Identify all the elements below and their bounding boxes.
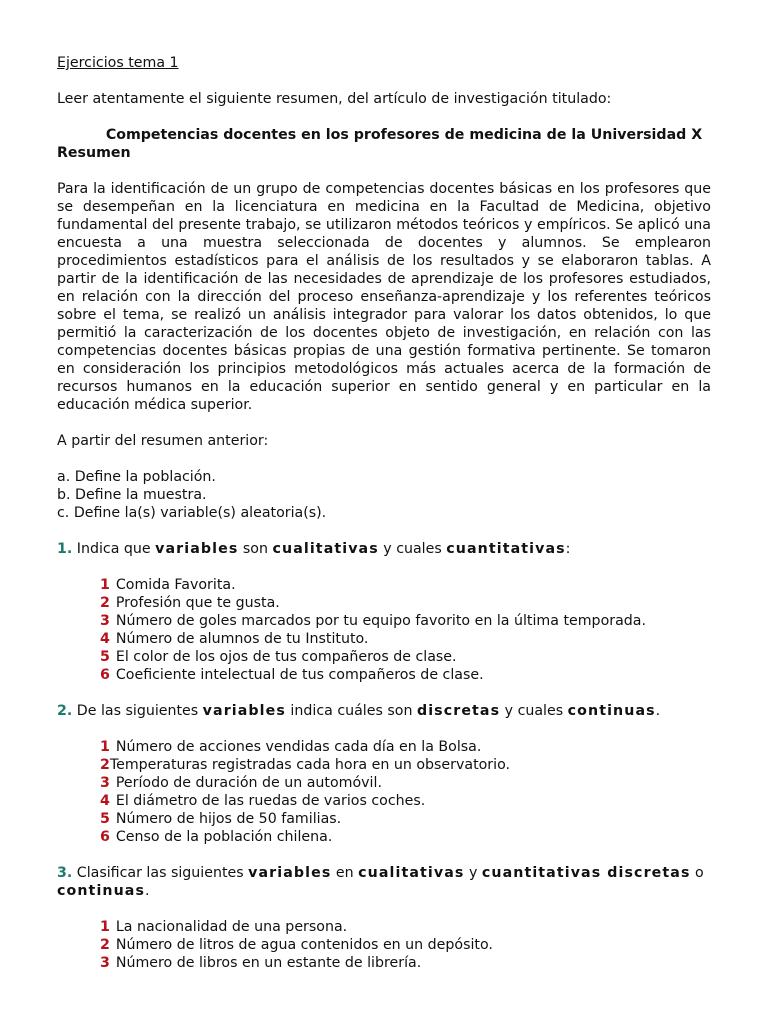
question-text: y: [464, 865, 482, 881]
list-item: a. Define la población.: [57, 469, 216, 485]
question-number: 3.: [57, 865, 73, 881]
list-item: [100, 810, 711, 828]
list-item: [100, 828, 711, 846]
item-number: 4: [100, 793, 110, 809]
list-item: [100, 630, 711, 648]
item-text: Comida Favorita.: [115, 577, 236, 593]
list-item: [100, 594, 711, 612]
question-text: .: [655, 703, 661, 719]
list-item: [100, 954, 711, 972]
question-text: Clasificar las siguientes: [76, 865, 249, 881]
item-text: Profesión que te gusta.: [115, 595, 280, 611]
article-title: Competencias docentes en los profesores de medicina de la Universidad X: [105, 127, 703, 143]
item-number: 6: [100, 667, 110, 683]
question-1-list: [100, 576, 711, 684]
list-item: [100, 666, 711, 684]
keyword: cualitativas: [358, 865, 465, 881]
keyword: continuas: [567, 703, 656, 719]
list-item: [100, 738, 711, 756]
item-number: 3: [100, 955, 110, 971]
item-number: 1: [100, 577, 110, 593]
list-item: [100, 936, 711, 954]
list-item: [100, 612, 711, 630]
item-text: La nacionalidad de una persona.: [115, 919, 348, 935]
list-item: [100, 648, 711, 666]
list-item: [100, 756, 711, 774]
item-text: Temperaturas registradas cada hora en un observatorio.: [109, 757, 511, 773]
question-text: y cuales: [500, 703, 568, 719]
list-item: [100, 576, 711, 594]
abstract-paragraph: Para la identificación de un grupo de competencias docentes básicas en los profesores que se desempeñan en la licenciatura en medicina en la Facultad de Medicina, objetivo fundamental del presente trabajo, se utilizaron métodos teóricos y empíricos. Se aplicó una encuesta a una muestra seleccionada de docentes y alumnos. Se emplearon procedimientos estadísticos para el análisis de los resultados y se elaboraron tablas. A partir de la identificación de las necesidades de aprendizaje de los profesores estudiados, en relación con la dirección del proceso enseñanza-aprendizaje y los referentes teóricos sobre el tema, se realizó un análisis integrador para valorar los datos obtenidos, lo que permitió la caracterización de los docentes objeto de investigación, en relación con las competencias docentes básicas propias de una gestión formativa pertinente. Se tomaron en consideración los principios metodológicos más actuales acerca de la formación de recursos humanos en la educación superior en sentido general y en particular en la educación médica superior.: [57, 181, 711, 413]
question-2-list: [100, 738, 711, 846]
question-number: 2.: [57, 703, 73, 719]
list-item: [100, 774, 711, 792]
question-text: Indica que: [76, 541, 156, 557]
item-number: 5: [100, 649, 110, 665]
item-text: El diámetro de las ruedas de varios coches.: [115, 793, 426, 809]
keyword: cuantitativas discretas: [481, 865, 691, 881]
keyword: variables: [248, 865, 332, 881]
item-number: 2: [100, 937, 110, 953]
question-text: son: [238, 541, 273, 557]
keyword: discretas: [416, 703, 501, 719]
item-text: Número de goles marcados por tu equipo favorito en la última temporada.: [115, 613, 646, 629]
question-text: .: [145, 883, 150, 899]
list-item: b. Define la muestra.: [57, 487, 207, 503]
list-item: [100, 792, 711, 810]
item-number: 6: [100, 829, 110, 845]
item-number: 5: [100, 811, 110, 827]
item-text: Coeficiente intelectual de tus compañeros de clase.: [115, 667, 484, 683]
question-text: en: [331, 865, 359, 881]
item-number: 3: [100, 613, 110, 629]
abc-list: [57, 468, 711, 522]
list-item: [100, 918, 711, 936]
intro-text: Leer atentamente el siguiente resumen, del artículo de investigación titulado:: [57, 91, 612, 107]
question-1: [57, 540, 711, 558]
resumen-heading: Resumen: [57, 145, 131, 161]
item-number: 2: [100, 757, 110, 773]
item-number: 1: [100, 739, 110, 755]
item-text: Número de litros de agua contenidos en un depósito.: [115, 937, 493, 953]
item-text: Período de duración de un automóvil.: [115, 775, 382, 791]
keyword: variables: [202, 703, 286, 719]
question-3: [57, 864, 711, 900]
question-3-list: [100, 918, 711, 972]
keyword: continuas: [57, 883, 146, 899]
keyword: cuantitativas: [446, 541, 566, 557]
from-abstract-text: A partir del resumen anterior:: [57, 433, 269, 449]
item-number: 2: [100, 595, 110, 611]
question-number: 1.: [57, 541, 73, 557]
item-text: Número de alumnos de tu Instituto.: [115, 631, 369, 647]
question-text: y cuales: [378, 541, 447, 557]
keyword: cualitativas: [272, 541, 379, 557]
question-text: o: [690, 865, 704, 881]
item-text: El color de los ojos de tus compañeros de clase.: [115, 649, 457, 665]
item-number: 4: [100, 631, 110, 647]
question-text: :: [565, 541, 571, 557]
item-text: Número de hijos de 50 familias.: [115, 811, 342, 827]
item-text: Número de acciones vendidas cada día en la Bolsa.: [115, 739, 482, 755]
question-text: De las siguientes: [76, 703, 203, 719]
keyword: variables: [155, 541, 239, 557]
item-number: 3: [100, 775, 110, 791]
question-text: indica cuáles son: [285, 703, 417, 719]
item-number: 1: [100, 919, 110, 935]
item-text: Censo de la población chilena.: [115, 829, 333, 845]
page-title: Ejercicios tema 1: [57, 55, 179, 71]
item-text: Número de libros en un estante de librería.: [115, 955, 422, 971]
list-item: c. Define la(s) variable(s) aleatoria(s).: [57, 505, 327, 521]
question-2: [57, 702, 711, 720]
